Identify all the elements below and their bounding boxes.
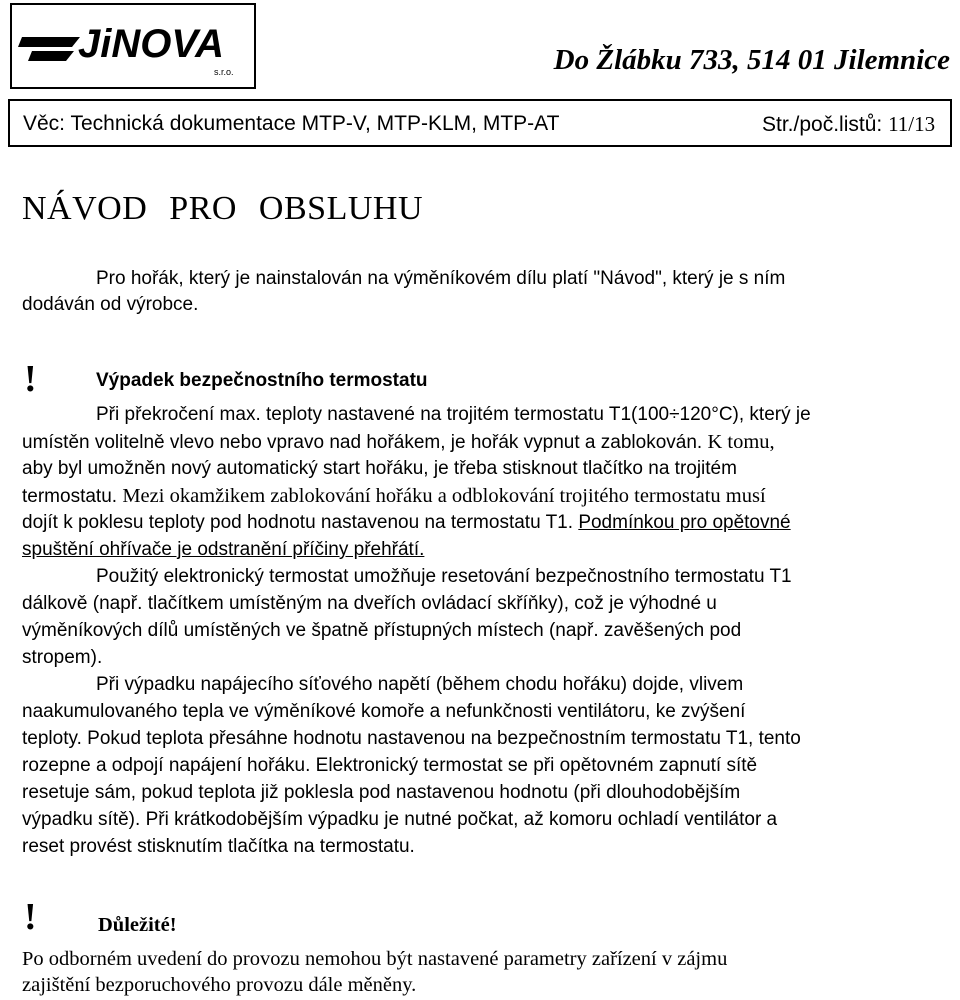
- text-run: dojít k poklesu teploty pod hodnotu nastavenou na termostatu T1.: [22, 512, 574, 533]
- paragraph-line: naakumulovaného tepla ve výměníkové komoře a nefunkčnosti ventilátoru, ke zvýšení: [22, 701, 746, 722]
- paragraph-line: [22, 753, 757, 779]
- intro-line: Pro hořák, který je nainstalován na výměníkovém dílu platí "Návod", který je s ním: [96, 268, 786, 289]
- underlined-text: spuštění ohřívače je odstranění příčiny přehřátí.: [22, 539, 425, 560]
- text-run: Pokud teplota přesáhne hodnotu nastavenou na bezpečnostním termostatu T1, tento: [87, 728, 801, 749]
- text-run: rozepne a odpojí napájení hořáku.: [22, 755, 311, 776]
- page-counter-label: Str./poč.listů:: [762, 113, 883, 136]
- paragraph-line: stropem).: [22, 647, 103, 668]
- text-run: Při krátkodobějším výpadku je nutné počkat, až komoru ochladí ventilátor a: [145, 809, 778, 830]
- paragraph-line: Použitý elektronický termostat umožňuje resetování bezpečnostního termostatu T1: [96, 566, 792, 587]
- intro-line: dodáván od výrobce.: [22, 294, 199, 315]
- paragraph-line: Při výpadku napájecího síťového napětí (během chodu hořáku) dojde, vlivem: [96, 674, 744, 695]
- text-run: umístěn volitelně vlevo nebo vpravo nad hořákem, je hořák vypnut a zablokován.: [22, 432, 703, 453]
- paragraph-line: [22, 510, 791, 536]
- company-logo: [10, 3, 256, 89]
- page-title: [22, 190, 423, 228]
- title-word: PRO: [169, 190, 237, 227]
- paragraph-line: zajištění bezporuchového provozu dále měněny.: [22, 974, 417, 996]
- paragraph-line: [22, 807, 777, 833]
- text-run: termostatu.: [22, 486, 118, 507]
- paragraph-line: resetuje sám, pokud teplota již poklesla pod nastavenou hodnotu (při dlouhodobějším: [22, 782, 741, 803]
- logo-subtext: s.r.o.: [214, 67, 234, 77]
- document-subject: Věc: Technická dokumentace MTP-V, MTP-KLM, MTP-AT: [23, 112, 560, 135]
- paragraph-line: reset provést stisknutím tlačítka na termostatu.: [22, 836, 415, 857]
- underlined-text: Podmínkou pro opětovné: [578, 512, 791, 533]
- paragraph-line: Při překročení max. teploty nastavené na trojitém termostatu T1(100÷120°C), který je: [96, 404, 811, 425]
- page-counter: [762, 112, 935, 137]
- paragraph-line: výměníkových dílů umístěných ve špatně přístupných místech (např. zavěšených pod: [22, 620, 742, 641]
- paragraph-line: [22, 591, 717, 617]
- logo-text: JiNOVA: [78, 22, 224, 66]
- page-counter-value: 11/13: [888, 112, 936, 136]
- paragraph-line: [22, 429, 775, 456]
- company-address: Do Žlábku 733, 514 01 Jilemnice: [553, 44, 950, 76]
- text-run: dálkově (např.: [22, 593, 143, 614]
- paragraph-line: [22, 483, 766, 510]
- text-run: Mezi okamžikem zablokování hořáku a odblokování trojitého termostatu musí: [122, 485, 766, 507]
- text-run: výpadku sítě).: [22, 809, 141, 830]
- warning-mark: !: [24, 358, 37, 400]
- logo-graphic: [18, 19, 252, 77]
- warning-mark: !: [24, 896, 37, 938]
- section-heading: Výpadek bezpečnostního termostatu: [96, 370, 428, 391]
- paragraph-line: Po odborném uvedení do provozu nemohou být nastavené parametry zařízení v zájmu: [22, 948, 728, 970]
- text-run: K tomu,: [707, 431, 775, 453]
- paragraph-line: aby byl umožněn nový automatický start hořáku, je třeba stisknout tlačítko na trojitém: [22, 458, 737, 479]
- text-run: teploty.: [22, 728, 82, 749]
- title-word: OBSLUHU: [258, 190, 423, 227]
- text-run: Elektronický termostat se při opětovném zapnutí sítě: [315, 755, 758, 776]
- text-run: tlačítkem umístěným na dveřích ovládací skříňky), což je výhodné u: [147, 593, 717, 614]
- paragraph-line: [22, 726, 801, 752]
- subject-bar: [8, 99, 952, 147]
- section-heading: Důležité!: [98, 914, 177, 936]
- title-word: NÁVOD: [22, 190, 148, 227]
